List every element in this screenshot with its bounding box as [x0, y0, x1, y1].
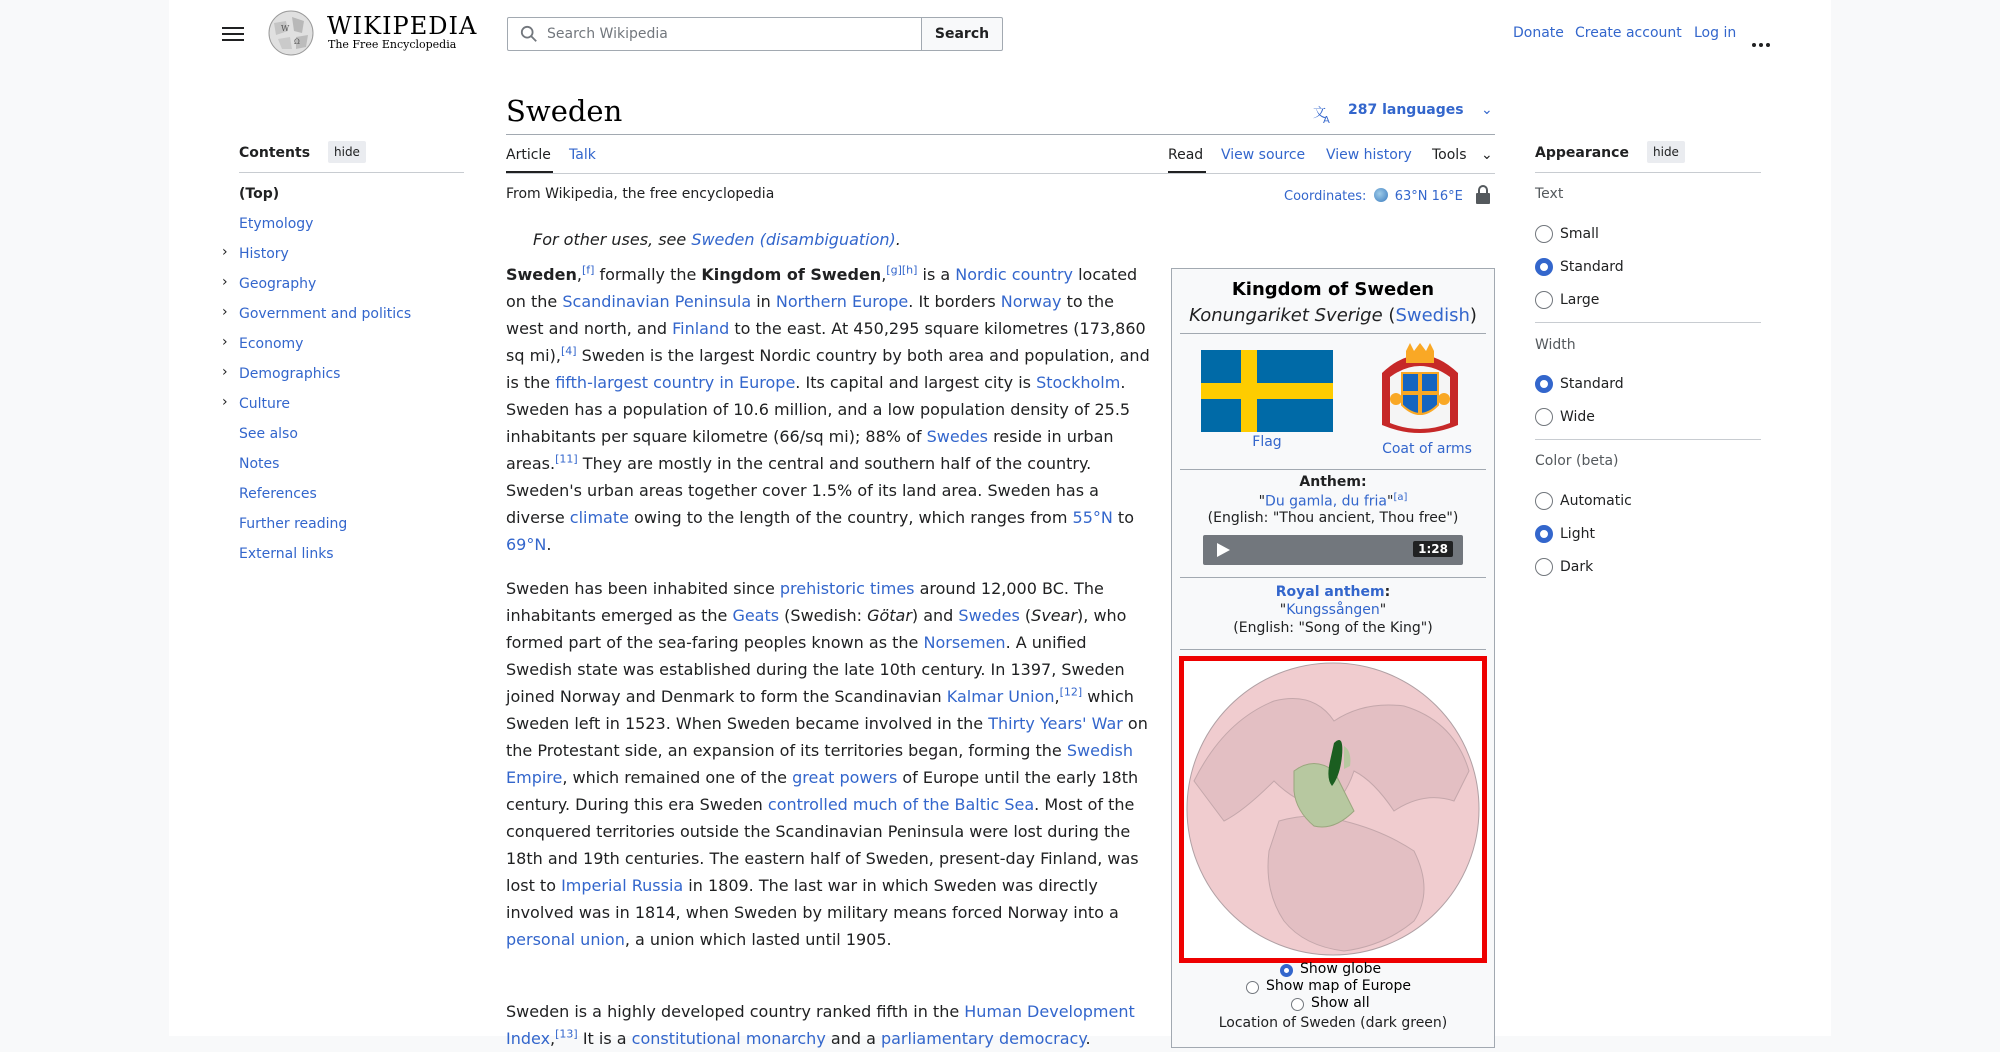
log-in-link[interactable]: Log in	[1694, 25, 1737, 41]
article-link[interactable]: 69°N	[506, 535, 547, 554]
color-light-radio[interactable]	[1535, 525, 1553, 543]
native-language-link[interactable]: Swedish	[1395, 305, 1470, 326]
donate-link[interactable]: Donate	[1513, 25, 1564, 41]
show-all-radio[interactable]	[1291, 998, 1304, 1011]
ref-link[interactable]: [g][h]	[886, 263, 918, 277]
svg-text:W: W	[281, 24, 290, 33]
location-globe-map[interactable]	[1184, 661, 1482, 958]
color-automatic-radio[interactable]	[1535, 492, 1553, 510]
tab-talk[interactable]: Talk	[569, 147, 596, 163]
width-wide-label[interactable]: Wide	[1560, 409, 1595, 425]
article-link[interactable]: 55°N	[1072, 508, 1113, 527]
lead-paragraph-2: Sweden has been inhabited since prehistoric times around 12,000 BC. The inhabitants emerged as the Geats (Swedish: Götar) and Swedes (Svear), who formed part of the sea-faring peoples known as the Norsemen. A unified Swedish state was established during the late 10th century. In 1397, Sweden joined Norway and Denmark to form the Scandinavian Kalmar Union,[12] which Sweden left in 1523. When Sweden became involved in the Thirty Years' War on the Protestant side, an expansion of its territories began, forming the Swedish Empire, which remained one of the great powers of Europe until the early 18th century. During this era Sweden controlled much of the Baltic Sea. Most of the conquered territories outside the Scandinavian Peninsula were lost during the 18th and 19th centuries. The eastern half of Sweden, present-day Finland, was lost to Imperial Russia in 1809. The last war in which Sweden was directly involved was in 1814, when Sweden by military means forced Norway into a personal union, a union which lasted until 1905.	[506, 579, 1148, 949]
article-link[interactable]: Norsemen	[923, 633, 1006, 652]
search-icon	[520, 25, 538, 43]
hatnote	[533, 230, 901, 249]
text-standard-label[interactable]: Standard	[1560, 259, 1624, 275]
infobox-divider	[1180, 649, 1486, 650]
infobox-divider	[1180, 469, 1486, 470]
royal-anthem-name-link[interactable]: Kungssången	[1286, 602, 1380, 618]
article-link[interactable]: Swedes	[958, 606, 1020, 625]
toc-title: Contents	[239, 145, 311, 161]
chevron-down-icon[interactable]: ⌄	[1481, 147, 1493, 163]
coat-of-arms-image[interactable]	[1376, 343, 1464, 443]
text-size-label: Text	[1535, 186, 1564, 202]
width-wide-radio[interactable]	[1535, 408, 1553, 426]
chevron-right-icon[interactable]: ›	[222, 394, 228, 410]
svg-text:文: 文	[1313, 106, 1327, 121]
lead-paragraph-3: Sweden is a highly developed country ranked fifth in the Human Development Index,[13] It is a constitutional monarchy and a parliamentary democracy.	[506, 1002, 1135, 1048]
search-input[interactable]	[545, 20, 915, 48]
royal-anthem-title: "Kungssången"	[1279, 602, 1387, 618]
article-link[interactable]: Kalmar Union	[946, 687, 1055, 706]
toc-divider	[239, 172, 464, 173]
more-options-icon[interactable]	[1752, 32, 1774, 38]
article-link[interactable]: climate	[569, 508, 629, 527]
ref-link[interactable]: [13]	[555, 1027, 578, 1041]
wikipedia-wordmark[interactable]: WIKIPEDIA	[327, 12, 478, 40]
audio-duration: 1:28	[1413, 541, 1453, 557]
infobox-native-name: Konungariket Sverige (Swedish)	[1189, 305, 1477, 326]
tools-menu[interactable]: Tools	[1432, 147, 1467, 163]
article-link[interactable]: Stockholm	[1036, 373, 1121, 392]
infobox-divider	[1180, 333, 1486, 334]
color-dark-radio[interactable]	[1535, 558, 1553, 576]
article-link[interactable]: Scandinavian Peninsula	[562, 292, 752, 311]
article-link[interactable]: prehistoric times	[779, 579, 915, 598]
hatnote-text: For other uses, see	[533, 230, 692, 249]
hatnote-link[interactable]: Sweden (disambiguation)	[691, 230, 896, 249]
text-standard-radio[interactable]	[1535, 258, 1553, 276]
toc-item-references[interactable]: References	[239, 486, 317, 502]
svg-text:Ω: Ω	[294, 38, 300, 46]
tab-read[interactable]: Read	[1168, 147, 1204, 163]
toc-item-notes[interactable]: Notes	[239, 456, 280, 472]
article-link[interactable]: Finland	[672, 319, 730, 338]
color-light-label[interactable]: Light	[1560, 526, 1595, 542]
chevron-down-icon[interactable]: ⌄	[1481, 102, 1493, 118]
globe-icon	[1374, 188, 1388, 202]
toc-item-culture[interactable]: Culture	[239, 396, 290, 412]
toc-item-demographics[interactable]: Demographics	[239, 366, 341, 382]
toc-item-economy[interactable]: Economy	[239, 336, 304, 352]
coordinates-label: Coordinates:	[1284, 189, 1367, 204]
appearance-hide-button[interactable]: hide	[1647, 141, 1685, 163]
toc-item-see-also[interactable]: See also	[239, 426, 298, 442]
tab-view-history[interactable]: View history	[1326, 147, 1412, 163]
wikipedia-globe-logo[interactable]	[264, 9, 318, 57]
color-automatic-label[interactable]: Automatic	[1560, 493, 1632, 509]
native-name: Konungariket Sverige	[1189, 305, 1383, 326]
text-small-label[interactable]: Small	[1560, 226, 1599, 242]
article-link[interactable]: Norway	[1000, 292, 1062, 311]
svg-text:A: A	[1323, 115, 1330, 124]
location-map-frame[interactable]	[1179, 656, 1487, 963]
ref-link[interactable]: [12]	[1059, 685, 1083, 699]
color-dark-label[interactable]: Dark	[1560, 559, 1594, 575]
tab-view-source[interactable]: View source	[1221, 147, 1306, 163]
anthem-label: Anthem:	[1299, 474, 1367, 490]
translate-icon[interactable]	[1313, 104, 1333, 124]
infobox-title: Kingdom of Sweden	[1231, 279, 1435, 300]
royal-anthem-link[interactable]: Royal anthem	[1275, 584, 1385, 600]
coordinates-value[interactable]: 63°N 16°E	[1394, 189, 1463, 204]
article-link[interactable]: Nordic country	[955, 265, 1073, 284]
flag-of-sweden[interactable]	[1201, 350, 1333, 432]
royal-anthem-label: Royal anthem:	[1275, 584, 1391, 600]
article-link[interactable]: constitutional monarchy	[631, 1029, 826, 1048]
appearance-title: Appearance	[1535, 145, 1629, 161]
article-link[interactable]: Human Development Index	[506, 1002, 1135, 1048]
flag-link[interactable]: Flag	[1252, 434, 1282, 450]
anthem-link[interactable]: Du gamla, du fria	[1265, 493, 1387, 510]
flag-caption[interactable]	[1172, 434, 1362, 450]
chevron-right-icon[interactable]: ›	[222, 334, 228, 350]
create-account-link[interactable]: Create account	[1575, 25, 1682, 41]
text-large-label[interactable]: Large	[1560, 292, 1600, 308]
main-menu-icon[interactable]	[222, 23, 244, 45]
width-standard-radio[interactable]	[1535, 375, 1553, 393]
ref-link[interactable]: [f]	[581, 263, 595, 277]
toc-item-etymology[interactable]: Etymology	[239, 216, 314, 232]
show-europe-map-label[interactable]: Show map of Europe	[1266, 978, 1411, 994]
chevron-right-icon[interactable]: ›	[222, 274, 228, 290]
ref-link[interactable]: [4]	[560, 344, 577, 358]
show-globe-radio[interactable]	[1280, 964, 1293, 977]
article-link[interactable]: Geats	[732, 606, 780, 625]
article-link[interactable]: personal union	[506, 930, 625, 949]
appearance-divider	[1535, 439, 1761, 440]
article-link[interactable]: great powers	[792, 768, 898, 787]
ref-link[interactable]: [11]	[555, 452, 578, 466]
title-divider	[506, 134, 1495, 135]
show-globe-label[interactable]: Show globe	[1300, 961, 1382, 977]
infobox	[1171, 268, 1495, 1048]
chevron-right-icon[interactable]: ›	[222, 304, 228, 320]
appearance-divider	[1535, 172, 1761, 173]
chevron-right-icon[interactable]: ›	[222, 244, 228, 260]
ref-link[interactable]: [a]	[1393, 492, 1408, 503]
language-button[interactable]: 287 languages	[1348, 102, 1464, 118]
site-subtitle: From Wikipedia, the free encyclopedia	[506, 186, 775, 202]
infobox-divider	[1180, 577, 1486, 578]
lock-icon[interactable]	[1475, 185, 1491, 205]
chevron-right-icon[interactable]: ›	[222, 364, 228, 380]
show-all-label[interactable]: Show all	[1311, 995, 1370, 1011]
coordinates[interactable]	[1284, 188, 1463, 204]
width-label: Width	[1535, 337, 1576, 353]
show-europe-map-radio[interactable]	[1246, 981, 1259, 994]
wikipedia-tagline: The Free Encyclopedia	[328, 38, 457, 51]
tab-article[interactable]: Article	[506, 147, 551, 163]
coat-of-arms-link[interactable]: Coat of arms	[1382, 441, 1472, 457]
article-link[interactable]: Swedish Empire	[506, 741, 1134, 787]
toc-item-further-reading[interactable]: Further reading	[239, 516, 348, 532]
search-button[interactable]: Search	[921, 17, 1003, 51]
tabs-divider	[506, 173, 1495, 174]
article-link[interactable]: Swedes	[926, 427, 989, 446]
page-title: Sweden	[506, 94, 623, 128]
toc-item-top[interactable]: (Top)	[239, 186, 280, 202]
article-link[interactable]: fifth-largest country in Europe	[555, 373, 796, 392]
appearance-divider	[1535, 322, 1761, 323]
article-link[interactable]: parliamentary democracy	[880, 1029, 1086, 1048]
text-small-radio[interactable]	[1535, 225, 1553, 243]
hatnote-period: .	[895, 230, 901, 249]
coa-caption[interactable]	[1362, 441, 1492, 457]
toc-item-government[interactable]: Government and politics	[239, 306, 412, 322]
anthem-title: "Du gamla, du fria"[a]	[1258, 492, 1408, 510]
width-standard-label[interactable]: Standard	[1560, 376, 1624, 392]
play-icon[interactable]	[1215, 542, 1231, 558]
article-link[interactable]: controlled much of the Baltic Sea	[767, 795, 1035, 814]
toc-item-history[interactable]: History	[239, 246, 289, 262]
toc-item-geography[interactable]: Geography	[239, 276, 317, 292]
map-caption: Location of Sweden (dark green)	[1218, 1015, 1448, 1031]
article-link[interactable]: Imperial Russia	[561, 876, 684, 895]
article-link[interactable]: Northern Europe	[775, 292, 909, 311]
toc-hide-button[interactable]: hide	[328, 141, 366, 163]
article-link[interactable]: Thirty Years' War	[988, 714, 1123, 733]
audio-player[interactable]	[1203, 535, 1463, 565]
royal-anthem-english: (English: "Song of the King")	[1233, 620, 1433, 636]
toc-item-external-links[interactable]: External links	[239, 546, 334, 562]
anthem-english: (English: "Thou ancient, Thou free")	[1207, 510, 1459, 526]
text-large-radio[interactable]	[1535, 291, 1553, 309]
color-label: Color (beta)	[1535, 453, 1619, 469]
lead-paragraph-1: Sweden,[f] formally the Kingdom of Sweden,[g][h] is a Nordic country located on the Scandinavian Peninsula in Northern Europe. It borders Norway to the west and north, and Finland to the east. At 450,295 square kilometres (173,860 sq mi),[4] Sweden is the largest Nordic country by both area and population, and is the fifth-largest country in Europe. Its capital and largest city is Stockholm. Sweden has a population of 10.6 million, and a low population density of 25.5 inhabitants per square kilometre (66/sq mi); 88% of Swedes reside in urban areas.[11] They are mostly in the central and southern half of the country. Sweden's urban areas together cover 1.5% of its land area. Sweden has a diverse climate owing to the length of the country, which ranges from 55°N to 69°N.	[506, 263, 1150, 554]
